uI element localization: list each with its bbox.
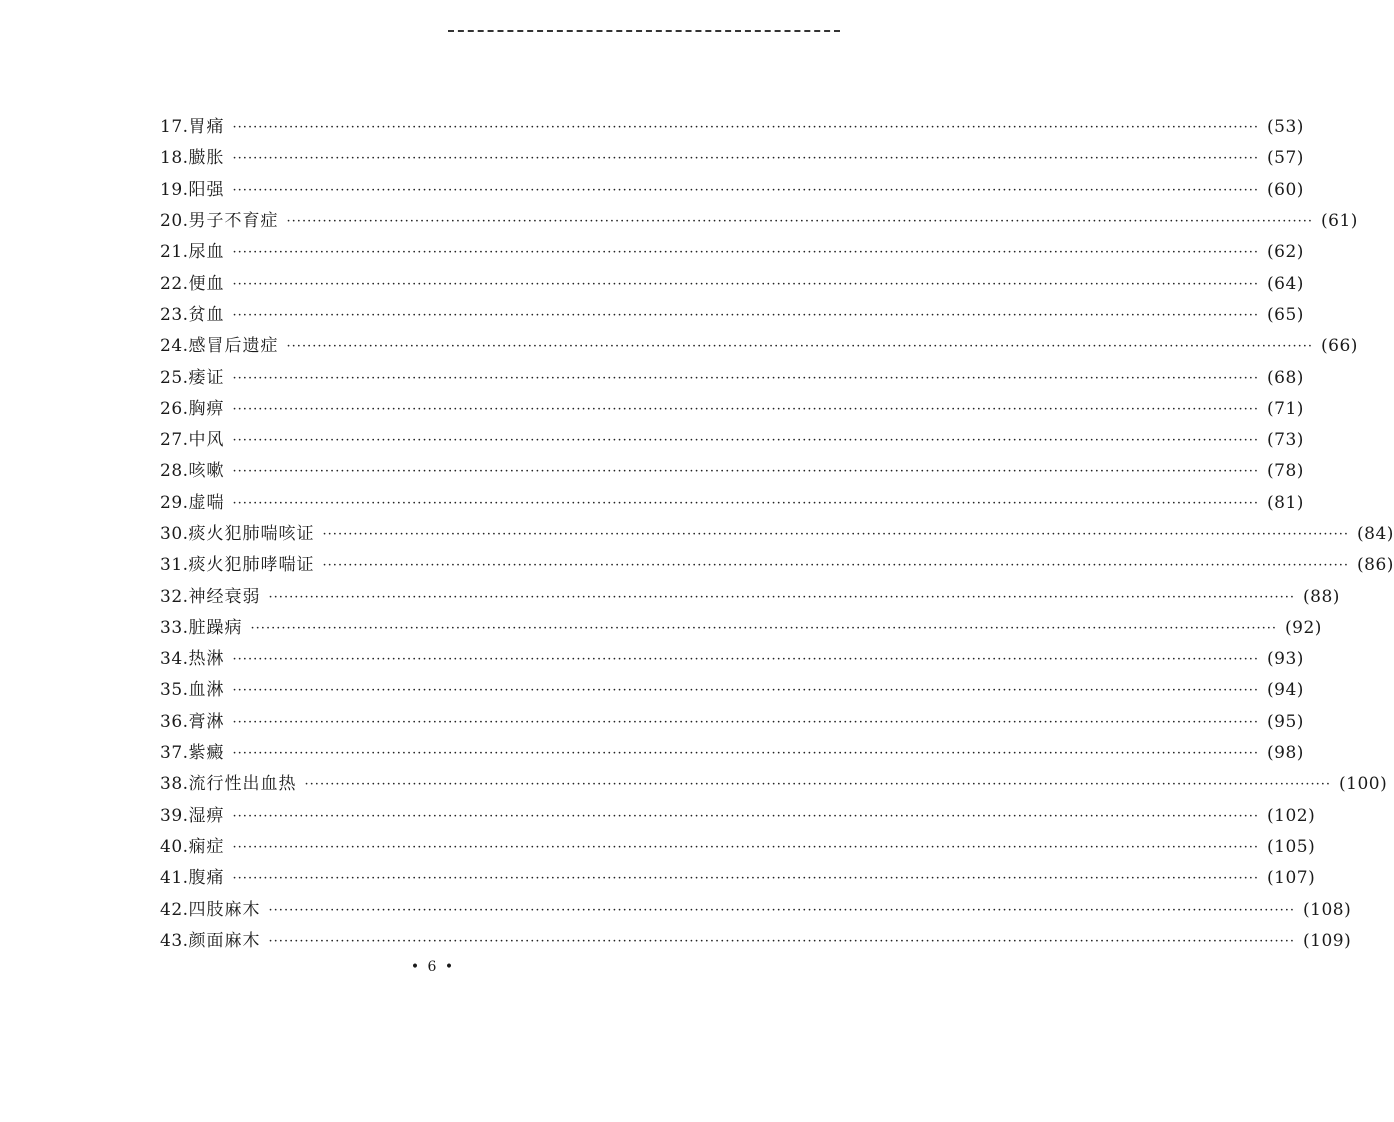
- toc-entry-page: (78): [1267, 461, 1304, 482]
- toc-entry-number: 24.: [160, 336, 189, 357]
- toc-entry: [160, 613, 1322, 644]
- dot-leader: ········································································································································································································: [232, 839, 1260, 855]
- toc-entry-number: 41.: [160, 868, 189, 889]
- toc-entry-title: 便血: [188, 273, 225, 294]
- toc-entry-title: 紫癜: [188, 743, 225, 764]
- toc-entry-title: 血淋: [188, 680, 225, 701]
- toc-entry-number: 23.: [160, 304, 189, 325]
- toc-entry-number: 21.: [160, 242, 189, 263]
- dot-leader: ········································································································································································································: [322, 527, 1350, 542]
- toc-entry: [160, 926, 1352, 957]
- toc-entry-page: (73): [1267, 430, 1304, 451]
- toc-entry-page: (61): [1321, 211, 1358, 232]
- dot-leader: ········································································································································································································: [232, 370, 1260, 386]
- toc-entry-number: 39.: [160, 805, 189, 826]
- toc-entry-title: 胃痛: [188, 117, 225, 138]
- toc-entry-number: 37.: [160, 743, 189, 764]
- toc-entry-number: 25.: [160, 367, 189, 388]
- toc-entry-number: 34.: [160, 649, 189, 670]
- toc-entry: [160, 769, 1388, 800]
- toc-entry-page: (60): [1267, 179, 1304, 200]
- toc-entry-number: 26.: [160, 398, 189, 419]
- dot-leader: ········································································································································································································: [232, 151, 1260, 167]
- toc-entry-title: 颜面麻木: [188, 930, 261, 951]
- toc-entry-page: (86): [1357, 555, 1394, 576]
- dot-leader: ········································································································································································································: [232, 276, 1260, 292]
- toc-entry-title: 中风: [188, 430, 225, 451]
- toc-entry-title: 四肢麻木: [188, 899, 261, 920]
- toc-entry: [160, 707, 1304, 738]
- toc-entry-page: (57): [1267, 148, 1304, 169]
- toc-entry-number: 28.: [160, 461, 189, 482]
- toc-entry-number: 32.: [160, 586, 189, 607]
- dot-leader: ········································································································································································································: [232, 808, 1260, 824]
- toc-entry-title: 虚喘: [188, 492, 225, 513]
- toc-entry-page: (100): [1339, 774, 1388, 795]
- toc-entry-page: (98): [1267, 743, 1304, 764]
- toc-entry-title: 阳强: [188, 179, 225, 200]
- toc-entry: [160, 112, 1304, 143]
- dot-leader: ········································································································································································································: [232, 182, 1260, 198]
- toc-entry: [160, 832, 1316, 863]
- toc-entry: [160, 394, 1304, 425]
- toc-entry: [160, 362, 1304, 393]
- toc-entry-title: 痰火犯肺喘咳证: [188, 524, 315, 544]
- toc-entry-number: 27.: [160, 430, 189, 451]
- dot-leader: ········································································································································································································: [232, 871, 1260, 887]
- toc-entry-title: 流行性出血热: [188, 774, 297, 795]
- toc-entry-title: 膏淋: [188, 711, 225, 732]
- toc-entry-title: 痰火犯肺哮喘证: [188, 555, 315, 576]
- toc-entry-page: (88): [1303, 586, 1340, 607]
- toc-entry-number: 18.: [160, 148, 189, 169]
- toc-entry-title: 感冒后遗症: [188, 336, 279, 357]
- toc-entry-number: 35.: [160, 680, 189, 701]
- toc-entry: [160, 519, 1394, 550]
- toc-entry-title: 热淋: [188, 649, 225, 670]
- toc-entry-title: 神经衰弱: [188, 586, 261, 607]
- dot-leader: ········································································································································································································: [286, 339, 1314, 355]
- dot-leader: ········································································································································································································: [268, 933, 1296, 949]
- toc-entry-page: (66): [1321, 336, 1358, 357]
- toc-entry-page: (93): [1267, 649, 1304, 670]
- toc-entry: [160, 268, 1304, 299]
- toc-entry-page: (53): [1267, 117, 1304, 138]
- dot-leader: ········································································································································································································: [322, 558, 1350, 574]
- dot-leader: ········································································································································································································: [232, 120, 1260, 136]
- toc-entry: [160, 206, 1358, 237]
- toc-entry-number: 33.: [160, 617, 189, 638]
- toc-entry-page: (84): [1357, 524, 1394, 544]
- toc-entry: [160, 738, 1304, 769]
- toc-entry-title: 湿痹: [188, 805, 225, 826]
- toc-entry-page: (64): [1267, 273, 1304, 294]
- toc-entry-number: 40.: [160, 836, 189, 857]
- toc-entry: [160, 425, 1304, 456]
- toc-entry-page: (94): [1267, 680, 1304, 701]
- toc-entry: [160, 456, 1304, 487]
- toc-entry: [160, 331, 1358, 362]
- dot-leader: ········································································································································································································: [304, 777, 1332, 793]
- toc-entry: [160, 550, 1394, 581]
- page-number: • 6 •: [410, 959, 456, 975]
- toc-entry-page: (107): [1267, 868, 1316, 889]
- dot-leader: ········································································································································································································: [286, 214, 1314, 230]
- dot-leader: ········································································································································································································: [232, 245, 1260, 261]
- toc-entry-page: (108): [1303, 899, 1352, 920]
- toc-entry-title: 臌胀: [188, 148, 225, 169]
- toc-entry-number: 19.: [160, 179, 189, 200]
- toc-entry-title: 尿血: [188, 242, 225, 263]
- toc-entry-number: 22.: [160, 273, 189, 294]
- toc-entry-number: 20.: [160, 211, 189, 232]
- table-of-contents: [160, 112, 1394, 957]
- dot-leader: ········································································································································································································: [250, 620, 1278, 636]
- toc-entry-title: 痿证: [188, 367, 225, 388]
- dot-leader: ········································································································································································································: [232, 746, 1260, 762]
- dot-leader: ········································································································································································································: [232, 464, 1260, 480]
- dot-leader: ········································································································································································································: [232, 714, 1260, 730]
- toc-entry: [160, 894, 1352, 925]
- toc-entry-number: 29.: [160, 492, 189, 513]
- top-dashed-rule: [448, 30, 840, 32]
- toc-entry-title: 男子不育症: [188, 211, 279, 232]
- dot-leader: ········································································································································································································: [232, 652, 1260, 668]
- toc-entry-number: 31.: [160, 555, 189, 576]
- toc-entry-title: 痫症: [188, 836, 225, 857]
- toc-entry-page: (95): [1267, 711, 1304, 732]
- toc-entry: [160, 300, 1304, 331]
- toc-entry-title: 贫血: [188, 304, 225, 325]
- toc-entry: [160, 863, 1316, 894]
- toc-entry: [160, 644, 1304, 675]
- toc-entry-number: 38.: [160, 774, 189, 795]
- toc-entry-number: 42.: [160, 899, 189, 920]
- dot-leader: ········································································································································································································: [232, 433, 1260, 449]
- toc-entry: [160, 581, 1340, 612]
- toc-entry-page: (92): [1285, 617, 1322, 638]
- dot-leader: ········································································································································································································: [268, 902, 1296, 918]
- toc-entry-number: 30.: [160, 524, 189, 544]
- toc-entry-number: 36.: [160, 711, 189, 732]
- toc-entry: [160, 488, 1304, 519]
- toc-entry: [160, 237, 1304, 268]
- toc-entry-page: (68): [1267, 367, 1304, 388]
- toc-entry: [160, 175, 1304, 206]
- dot-leader: ········································································································································································································: [232, 401, 1260, 417]
- toc-entry-page: (62): [1267, 242, 1304, 263]
- toc-entry: [160, 675, 1304, 706]
- toc-entry-page: (105): [1267, 836, 1316, 857]
- dot-leader: ········································································································································································································: [232, 683, 1260, 699]
- toc-entry: [160, 143, 1304, 174]
- toc-entry-page: (109): [1303, 930, 1352, 951]
- toc-entry-page: (102): [1267, 805, 1316, 826]
- toc-entry-title: 胸痹: [188, 398, 225, 419]
- toc-entry-title: 脏躁病: [188, 617, 243, 638]
- dot-leader: ········································································································································································································: [232, 495, 1260, 511]
- dot-leader: ········································································································································································································: [268, 589, 1296, 605]
- toc-entry-title: 腹痛: [188, 868, 225, 889]
- toc-entry-page: (65): [1267, 304, 1304, 325]
- toc-entry-number: 43.: [160, 930, 189, 951]
- toc-entry-page: (71): [1267, 398, 1304, 419]
- toc-entry: [160, 801, 1316, 832]
- toc-entry-title: 咳嗽: [188, 461, 225, 482]
- toc-entry-page: (81): [1267, 492, 1304, 513]
- dot-leader: ········································································································································································································: [232, 307, 1260, 323]
- toc-entry-number: 17.: [160, 117, 189, 138]
